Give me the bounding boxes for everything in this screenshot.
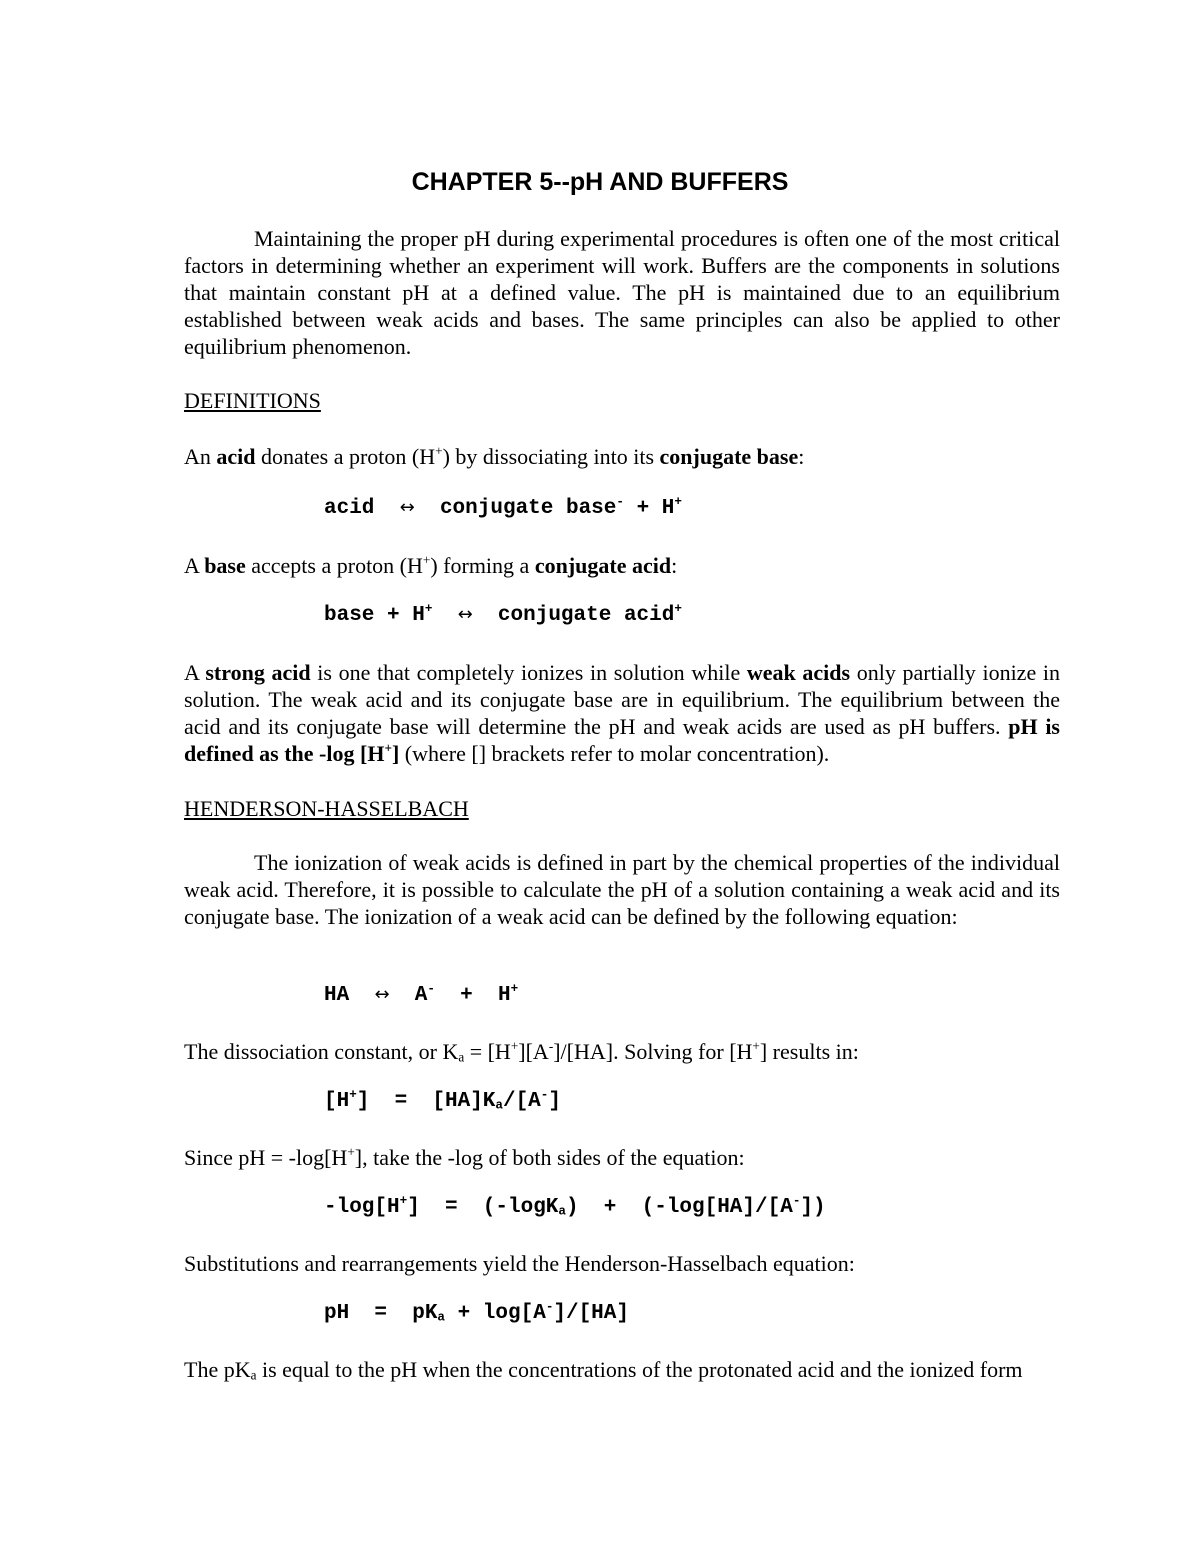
henderson-hasselbach-heading: HENDERSON-HASSELBACH <box>184 796 469 821</box>
dissociation-constant-sentence: The dissociation constant, or $K_a = [H^+][A^-]/[HA]$. Solving for [H+] results in: <box>184 1038 859 1065</box>
acid-equation: acid ↔ conjugate base- + H+ <box>324 494 682 520</box>
ionization-paragraph: The ionization of weak acids is defined in part by the chemical properties of the individual weak acid. Therefore, it is possible to calculate the pH of a solution containing a weak acid and its conjugate base. The ionization of a weak acid can be defined by the following equation: <box>184 850 1060 929</box>
page-title: CHAPTER 5--pH AND BUFFERS <box>411 168 789 196</box>
hydrogen-ion-equation: $[H^+] = [HA]K_a/[A^-]$ <box>324 1087 561 1113</box>
base-definition: A base accepts a proton (H+) forming a conjugate acid: <box>184 552 678 578</box>
intro-paragraph: Maintaining the proper pH during experimental procedures is often one of the most critical factors in determining whether an experiment will work. Buffers are the components in solutions that maintain constant pH at a defined value. The pH is maintained due to an equilibrium established between weak acids and bases. The same principles can also be applied to other equilibrium phenomenon. <box>184 226 1060 359</box>
acid-definition: An acid donates a proton (H+) by dissociating into its conjugate base: <box>184 443 805 469</box>
negative-log-sentence: Since pH = -log[H+], take the -log of both sides of the equation: <box>184 1144 745 1170</box>
ionization-equation: HA ↔ A- + H+ <box>324 981 519 1007</box>
equilibrium-arrow-icon: ↔ <box>374 984 390 1005</box>
equilibrium-arrow-icon: ↔ <box>399 497 415 518</box>
base-equation: base + H+ ↔ conjugate acid+ <box>324 601 682 627</box>
pka-sentence: The $pK_a$ is equal to the pH when the concentrations of the protonated acid and the ionized form <box>184 1357 1023 1383</box>
henderson-hasselbach-equation: pH = $pK_a + \log[A^-]/[HA]$ <box>324 1299 629 1325</box>
strong-weak-acid-paragraph: A strong acid is one that completely ionizes in solution while weak acids only partially ionize in solution. The weak acid and its conjugate base are in equilibrium. The equilibrium between the acid and its conjugate base will determine the pH and weak acids are used as pH buffers. pH is defined as the -log [H+] (where [] brackets refer to molar concentration). <box>184 660 1060 766</box>
substitution-sentence: Substitutions and rearrangements yield the Henderson-Hasselbach equation: <box>184 1251 855 1276</box>
log-equation: -log[H+] = (-logK$_a$) + (-log[HA]/[A-]) <box>324 1193 826 1219</box>
definitions-heading: DEFINITIONS <box>184 388 321 413</box>
equilibrium-arrow-icon: ↔ <box>457 604 473 625</box>
